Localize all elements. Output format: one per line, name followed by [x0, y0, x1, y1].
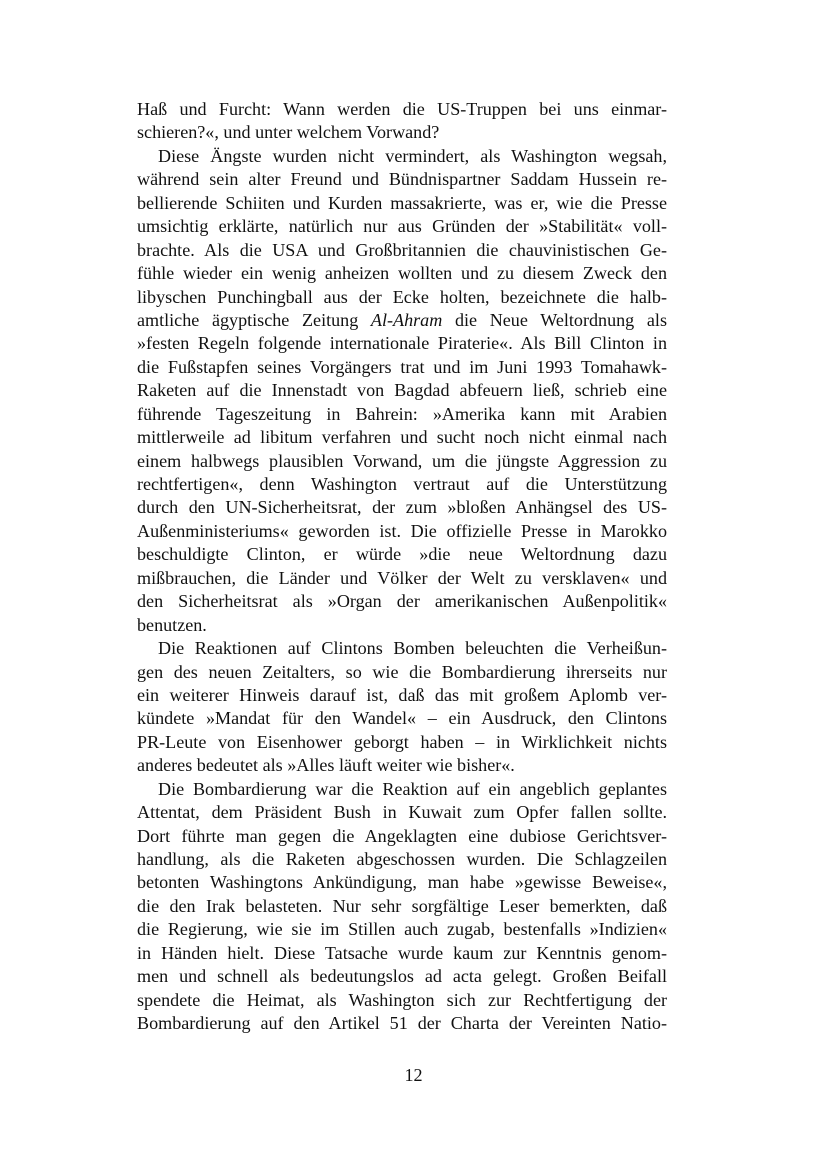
text-line: anderes bedeutet als »Alles läuft weiter wie bisher«. — [137, 755, 515, 776]
text-line: gen des neuen Zeitalters, so wie die Bombardierung ihrerseits nur — [137, 661, 667, 682]
text-line: Diese Ängste wurden nicht vermindert, als Washington wegsah, — [158, 145, 667, 166]
text-line: durch den UN-Sicherheitsrat, der zum »bloßen Anhängsel des US- — [137, 497, 667, 518]
text-line: die Regierung, wie sie im Stillen auch zugab, bestenfalls »Indizien« — [137, 919, 667, 940]
text-line: Raketen auf die Innenstadt von Bagdad abfeuern ließ, schrieb eine — [137, 380, 667, 401]
text-line: »festen Regeln folgende internationale Piraterie«. Als Bill Clinton in — [137, 333, 667, 354]
text-line: bellierende Schiiten und Kurden massakrierte, was er, wie die Presse — [137, 192, 667, 213]
text-line: Dort führte man gegen die Angeklagten eine dubiose Gerichtsver- — [137, 825, 667, 846]
page-number: 12 — [404, 1065, 423, 1085]
text-line: Außenministeriums« geworden ist. Die offizielle Presse in Marokko — [137, 520, 667, 541]
text-line: mißbrauchen, die Länder und Völker der Welt zu versklaven« und — [137, 567, 667, 588]
body-text — [137, 98, 667, 1036]
text-line: Attentat, dem Präsident Bush in Kuwait zum Opfer fallen sollte. — [137, 802, 667, 823]
text-line: die Fußstapfen seines Vorgängers trat und im Juni 1993 Tomahawk- — [137, 356, 667, 377]
text-line: mittlerweile ad libitum verfahren und sucht noch nicht einmal nach — [137, 427, 667, 448]
text-line: während sein alter Freund und Bündnispartner Saddam Hussein re- — [137, 169, 667, 190]
text-line: die den Irak belasteten. Nur sehr sorgfältige Leser bemerkten, daß — [137, 895, 667, 916]
text-line: PR-Leute von Eisenhower geborgt haben – in Wirklichkeit nichts — [137, 731, 667, 752]
text-line: fühle wieder ein wenig anheizen wollten und zu diesem Zweck den — [137, 263, 667, 284]
text-line: führende Tageszeitung in Bahrein: »Amerika kann mit Arabien — [137, 403, 667, 424]
text-line: Haß und Furcht: Wann werden die US-Truppen bei uns einmar- — [137, 99, 667, 119]
text-line: kündete »Mandat für den Wandel« – ein Ausdruck, den Clintons — [137, 708, 667, 729]
text-line: rechtfertigen«, denn Washington vertraut auf die Unterstützung — [137, 474, 667, 494]
text-line: ein weiterer Hinweis darauf ist, daß das mit großem Aplomb ver- — [137, 684, 667, 705]
text-line: spendete die Heimat, als Washington sich zur Rechtfertigung der — [137, 989, 667, 1010]
text-line: amtliche ägyptische Zeitung Al-Ahram die Neue Weltordnung als — [137, 309, 667, 330]
text-line: einem halbwegs plausiblen Vorwand, um die jüngste Aggression zu — [137, 450, 667, 471]
text-line: in Händen hielt. Diese Tatsache wurde kaum zur Kenntnis genom- — [137, 942, 667, 963]
text-line: brachte. Als die USA und Großbritannien die chauvinistischen Ge- — [137, 239, 667, 260]
text-line: benutzen. — [137, 614, 207, 635]
text-line: schieren?«, und unter welchem Vorwand? — [137, 122, 440, 143]
newspaper-name: Al-Ahram — [370, 309, 443, 330]
text-line: handlung, als die Raketen abgeschossen wurden. Die Schlagzeilen — [137, 849, 667, 869]
text-line: Die Bombardierung war die Reaktion auf ein angeblich geplantes — [158, 778, 667, 799]
text-line: betonten Washingtons Ankündigung, man habe »gewisse Beweise«, — [137, 872, 667, 893]
text-line: libyschen Punchingball aus der Ecke holten, bezeichnete die halb- — [137, 286, 667, 307]
text-line: Die Reaktionen auf Clintons Bomben beleuchten die Verheißun- — [158, 638, 667, 659]
text-line: Bombardierung auf den Artikel 51 der Charta der Vereinten Natio- — [137, 1013, 667, 1034]
text-line: den Sicherheitsrat als »Organ der amerikanischen Außenpolitik« — [137, 591, 667, 612]
text-line: beschuldigte Clinton, er würde »die neue Weltordnung dazu — [137, 544, 667, 565]
text-line: men und schnell als bedeutungslos ad acta gelegt. Großen Beifall — [137, 966, 667, 987]
text-line: umsichtig erklärte, natürlich nur aus Gründen der »Stabilität« voll- — [137, 216, 667, 237]
